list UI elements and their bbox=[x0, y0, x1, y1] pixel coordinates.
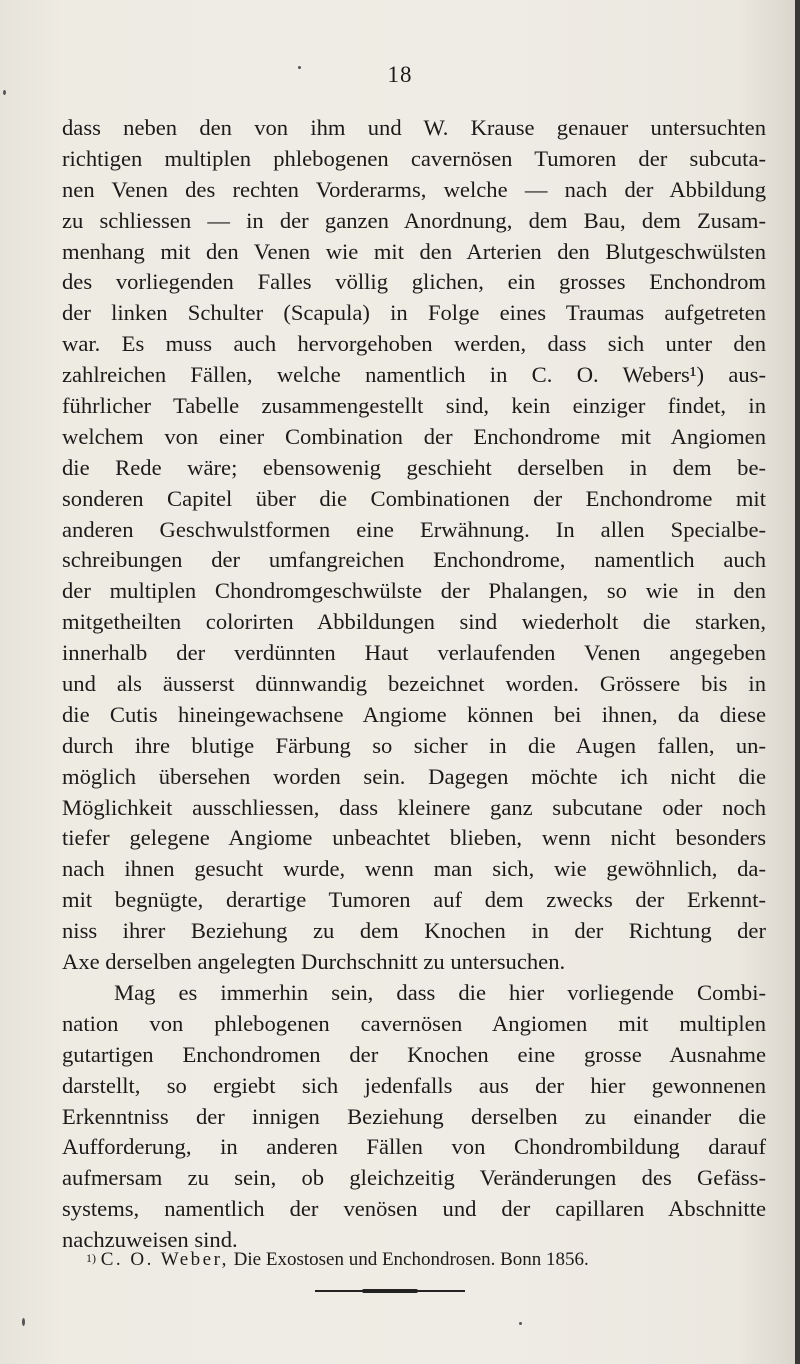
body-line: innerhalb der verdünnten Haut verlaufenden Venen angegeben bbox=[62, 640, 766, 666]
page-number: 18 bbox=[387, 62, 413, 87]
body-line-paragraph-start: Mag es immerhin sein, dass die hier vorliegende Combi- bbox=[114, 979, 766, 1005]
page-edge bbox=[795, 0, 800, 1364]
body-line: gutartigen Enchondromen der Knochen eine grosse Ausnahme bbox=[62, 1041, 766, 1067]
body-line: durch ihre blutige Färbung so sicher in die Augen fallen, un- bbox=[62, 732, 766, 758]
body-line: richtigen multiplen phlebogenen cavernösen Tumoren der subcuta- bbox=[62, 145, 766, 171]
body-line: systems, namentlich der venösen und der capillaren Abschnitte bbox=[62, 1196, 766, 1222]
body-line: und als äusserst dünnwandig bezeichnet worden. Grössere bis in bbox=[62, 671, 766, 697]
body-line: mit begnügte, derartige Tumoren auf dem zwecks der Erkennt- bbox=[62, 887, 766, 913]
body-line: nation von phlebogenen cavernösen Angiomen mit multiplen bbox=[62, 1010, 766, 1036]
body-line: mitgetheilten colorirten Abbildungen sind wiederholt die starken, bbox=[62, 609, 766, 635]
body-line: tiefer gelegene Angiome unbeachtet blieben, wenn nicht besonders bbox=[62, 825, 766, 851]
body-line: sonderen Capitel über die Combinationen der Enchondrome mit bbox=[62, 485, 766, 511]
body-line: zu schliessen — in der ganzen Anordnung, dem Bau, dem Zusam- bbox=[62, 207, 766, 233]
body-line: die Cutis hineingewachsene Angiome können bei ihnen, da diese bbox=[62, 701, 766, 727]
body-line: zahlreichen Fällen, welche namentlich in C. O. Webers¹) aus- bbox=[62, 362, 766, 388]
body-line: menhang mit den Venen wie mit den Arterien den Blutgeschwülsten bbox=[62, 238, 766, 264]
footnote-author: C. O. Weber, bbox=[100, 1249, 229, 1270]
body-line: war. Es muss auch hervorgehoben werden, dass sich unter den bbox=[62, 331, 766, 357]
body-line: Aufforderung, in anderen Fällen von Chondrombildung darauf bbox=[62, 1134, 766, 1160]
footnote-marker: 1) bbox=[86, 1251, 96, 1265]
paper-speck bbox=[22, 1318, 25, 1326]
body-line: schreibungen der umfangreichen Enchondrome, namentlich auch bbox=[62, 547, 766, 573]
body-line-paragraph-end: nachzuweisen sind. bbox=[62, 1227, 238, 1253]
body-line: der multiplen Chondromgeschwülste der Phalangen, so wie in den bbox=[62, 578, 766, 604]
paper-speck bbox=[519, 1322, 522, 1325]
footer-rule-ornament bbox=[362, 1289, 418, 1293]
body-text bbox=[62, 113, 766, 1256]
body-line: darstellt, so ergiebt sich jedenfalls aus der hier gewonnenen bbox=[62, 1072, 766, 1098]
body-line: welchem von einer Combination der Enchondrome mit Angiomen bbox=[62, 423, 766, 449]
body-line: nach ihnen gesucht wurde, wenn man sich, wie gewöhnlich, da- bbox=[62, 856, 766, 882]
body-line: der linken Schulter (Scapula) in Folge eines Traumas aufgetreten bbox=[62, 300, 766, 326]
paper-speck bbox=[3, 90, 6, 95]
body-line: führlicher Tabelle zusammengestellt sind, kein einziger findet, in bbox=[62, 393, 766, 419]
body-line: dass neben den von ihm und W. Krause genauer untersuchten bbox=[62, 115, 766, 140]
body-line: nen Venen des rechten Vorderarms, welche — nach der Abbildung bbox=[62, 176, 766, 202]
body-line: die Rede wäre; ebensowenig geschieht derselben in dem be- bbox=[62, 454, 766, 480]
body-line: Möglichkeit ausschliessen, dass kleinere ganz subcutane oder noch bbox=[62, 794, 766, 820]
paper-speck bbox=[298, 66, 301, 69]
body-line-paragraph-end: Axe derselben angelegten Durchschnitt zu untersuchen. bbox=[62, 949, 566, 975]
body-line: des vorliegenden Falles völlig glichen, ein grosses Enchondrom bbox=[62, 269, 766, 295]
body-line: anderen Geschwulstformen eine Erwähnung. In allen Specialbe- bbox=[62, 516, 766, 542]
body-line: Erkenntniss der innigen Beziehung derselben zu einander die bbox=[62, 1103, 766, 1129]
body-line: aufmersam zu sein, ob gleichzeitig Veränderungen des Gefäss- bbox=[62, 1165, 766, 1191]
footnote-text: Die Exostosen und Enchondrosen. Bonn 1856. bbox=[233, 1249, 589, 1270]
body-line: niss ihrer Beziehung zu dem Knochen in der Richtung der bbox=[62, 918, 766, 944]
body-line: möglich übersehen worden sein. Dagegen möchte ich nicht die bbox=[62, 763, 766, 789]
footnote bbox=[86, 1247, 706, 1273]
